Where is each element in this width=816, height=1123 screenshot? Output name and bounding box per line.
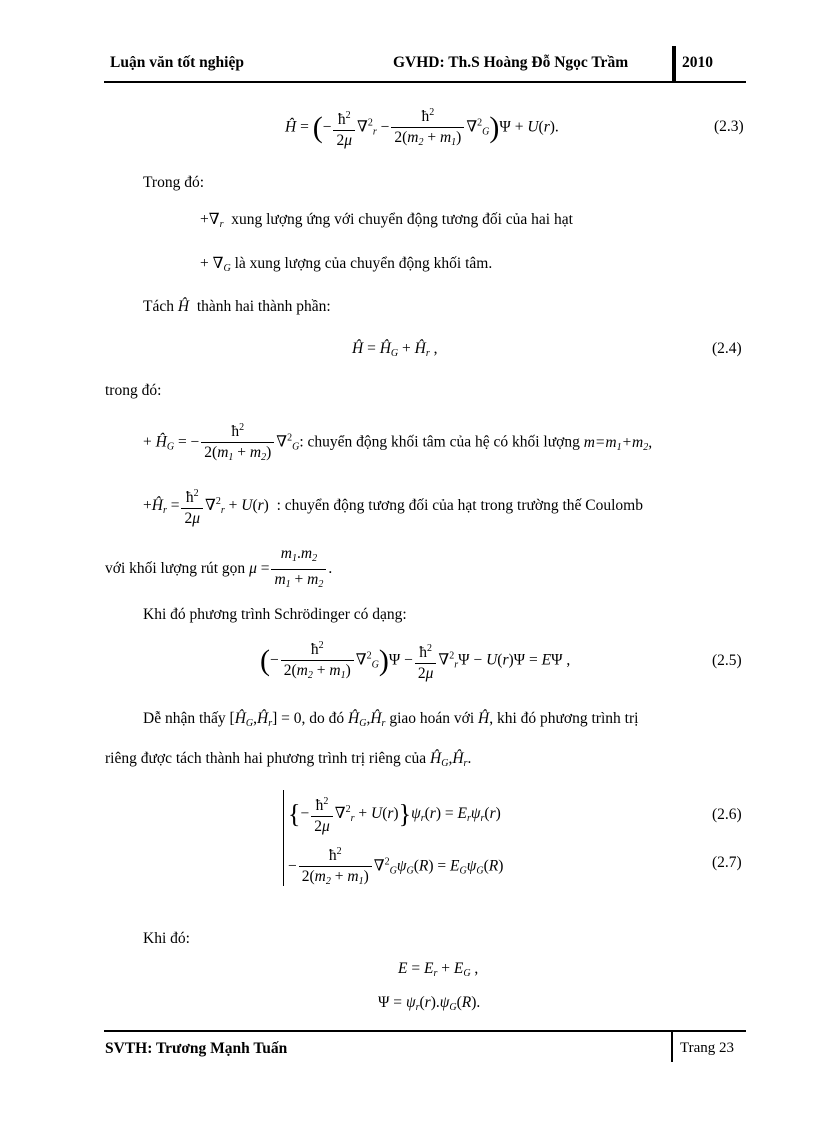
header-divider — [672, 46, 676, 82]
hr-description: : chuyển động tương đối của hạt trong trường thế Coulomb — [276, 497, 643, 515]
equation-number: (2.7) — [712, 854, 742, 871]
commute-line: Dễ nhận thấy $[Ĥ_G,Ĥ_r] = 0$, do đó $Ĥ_G,Ĥ_r$ giao hoán với Ĥ, khi đó phương trình trị — [143, 710, 639, 729]
equation-number: (2.4) — [712, 340, 742, 357]
paragraph: Trong đó: — [143, 174, 205, 191]
text: giao hoán với — [389, 710, 475, 727]
text: với khối lượng rút gọn — [105, 560, 246, 578]
equation-number: (2.6) — [712, 806, 742, 823]
bullet-item: + $\nabla_G$ là xung lượng của chuyển động khối tâm. — [200, 255, 493, 274]
equation-number: (2.3) — [714, 118, 744, 135]
page-number: Trang 23 — [680, 1040, 735, 1056]
footer-rule — [104, 1030, 746, 1032]
hr-line: $+Ĥ_r$ = $\frac{ħ^2}{2\mu}$ ∇$^2_r$ + U(r) : chuyển động tương đối của hạt trong trường thế Coulomb — [143, 484, 643, 529]
paragraph: Khi đó phương trình Schrödinger có dạng: — [143, 606, 407, 623]
text: , do đó — [301, 710, 345, 727]
header-supervisor: GVHD: Th.S Hoàng Đỗ Ngọc Trầm — [393, 54, 629, 71]
equation-2-7: − $\frac{ħ^2}{2(m_2 + m_1)}$ $\nabla^2_G\psi_G(R) = E_G\psi_G(R)$ — [288, 842, 503, 892]
text: , khi đó phương trình trị — [489, 710, 639, 727]
text: Tách — [143, 298, 174, 315]
text: riêng được tách thành hai phương trình trị riêng của — [105, 750, 427, 767]
energy-equation: $E = E_r + E_G$ , — [398, 960, 479, 979]
hg-line: + $Ĥ_G$ = − $\frac{ħ^2}{2(m_1 + m_2)}$ ∇$^2_G$: chuyển động khối tâm của hệ có khối lượng $m=m_1+m_2$, — [143, 418, 652, 468]
hg-description: : chuyển động khối tâm của hệ có khối lượng — [299, 433, 580, 451]
equation-2-3: Ĥ = (− $\frac{ħ^2}{2\mu}$ ∇$^2_r$ − $\frac{ħ^2}{2(m_2 + m_1)}$ ∇$^2_G$)Ψ + U(r). — [285, 103, 559, 153]
equation-2-4: Ĥ = $Ĥ_G$ + $Ĥ_r$ , — [352, 340, 438, 359]
text: thành hai thành phần: — [196, 298, 331, 315]
header-year: 2010 — [682, 54, 713, 71]
footer-author: SVTH: Trương Mạnh Tuấn — [105, 1040, 288, 1057]
reduced-mass-line: với khối lượng rút gọn μ = $\frac{m_1.m_2}{m_1 + m_2}$ . — [105, 545, 333, 590]
footer-divider — [671, 1032, 673, 1062]
header-title: Luận văn tốt nghiệp — [110, 54, 244, 71]
header-rule — [104, 81, 746, 83]
text: Dễ nhận thấy — [143, 710, 226, 727]
bullet-text: xung lượng ứng với chuyển động tương đối của hai hạt — [231, 211, 573, 228]
paragraph: Tách Ĥ thành hai thành phần: — [143, 298, 331, 315]
equation-2-5: (− $\frac{ħ^2}{2(m_2 + m_1)}$ ∇$^2_G$)Ψ − $\frac{ħ^2}{2\mu}$ ∇$^2_r$Ψ − U(r)Ψ = EΨ , — [260, 636, 570, 686]
wavefunction-equation: $\Psi = \psi_r(r).\psi_G(R)$. — [378, 994, 481, 1013]
system-brace — [283, 790, 284, 886]
paragraph: trong đó: — [105, 382, 162, 399]
bullet-item: $+\nabla_r$ xung lượng ứng với chuyển động tương đối của hai hạt — [200, 211, 573, 230]
bullet-text: là xung lượng của chuyển động khối tâm. — [234, 255, 493, 272]
paragraph: Khi đó: — [143, 930, 190, 947]
equation-number: (2.5) — [712, 652, 742, 669]
commute-line-2: riêng được tách thành hai phương trình trị riêng của $Ĥ_G,Ĥ_r$. — [105, 750, 472, 769]
equation-2-6: {− $\frac{ħ^2}{2\mu}$ $\nabla^2_r + U(r)\}\psi_r(r) = E_r\psi_r(r)$ — [288, 792, 501, 837]
